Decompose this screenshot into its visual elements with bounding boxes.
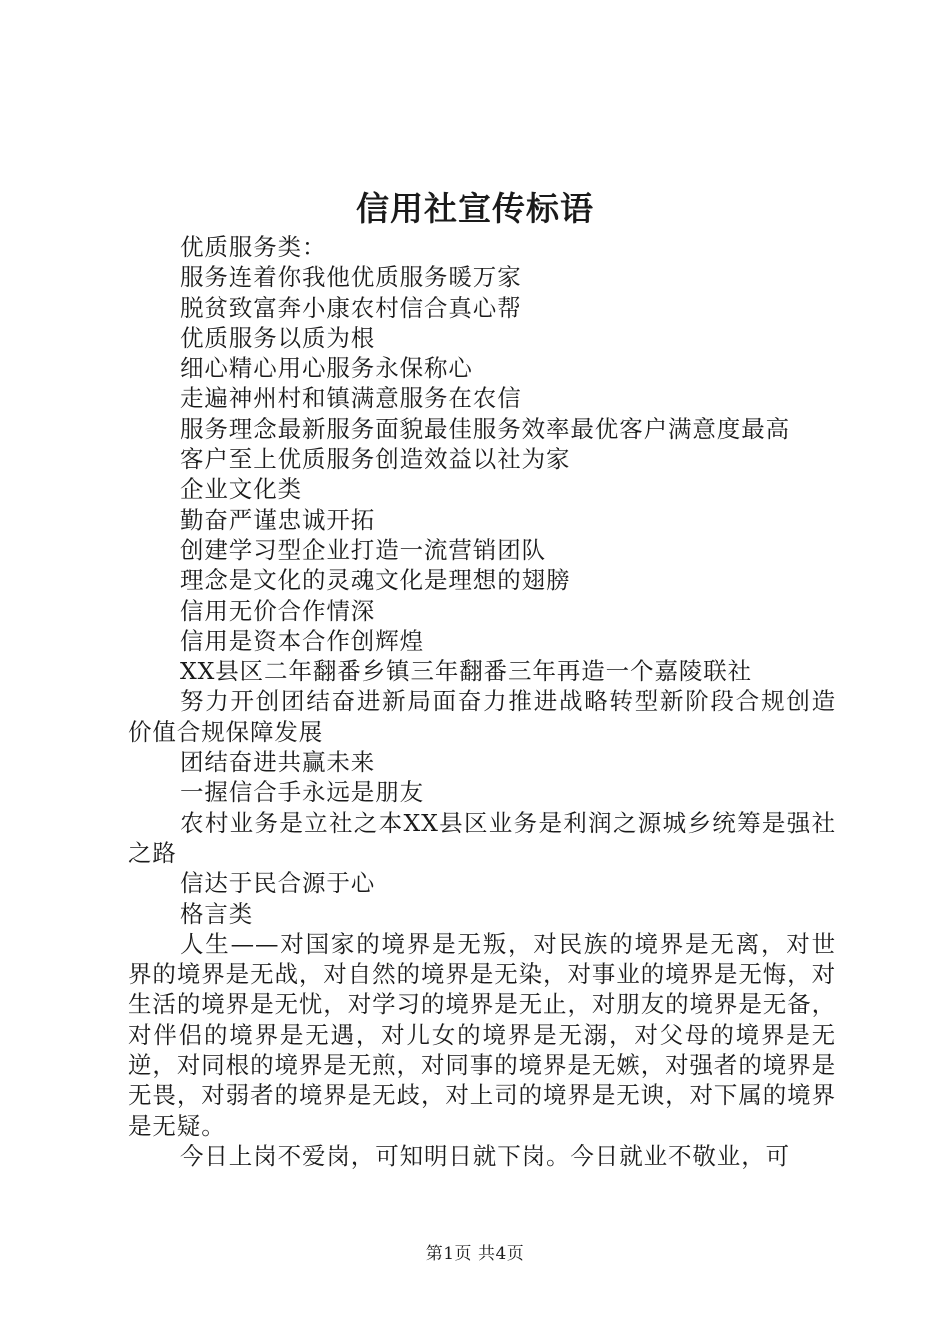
- paragraph: 客户至上优质服务创造效益以社为家: [180, 445, 571, 474]
- paragraph: 信用无价合作情深: [180, 596, 376, 625]
- paragraph: 理念是文化的灵魂文化是理想的翅膀: [180, 566, 571, 595]
- paragraph: 格言类: [180, 899, 254, 928]
- paragraph: 走遍神州村和镇满意服务在农信: [180, 384, 522, 413]
- paragraph: 服务理念最新服务面貌最佳服务效率最优客户满意度最高: [180, 414, 790, 443]
- paragraph: 优质服务以质为根: [180, 323, 376, 352]
- page-number-footer: 第1页 共4页: [425, 1244, 525, 1264]
- document-title: 信用社宣传标语: [356, 189, 594, 228]
- paragraph: 今日上岗不爱岗，可知明日就下岗。今日就业不敬业，可: [180, 1141, 790, 1170]
- paragraph: 服务连着你我他优质服务暖万家: [180, 263, 522, 292]
- paragraph: 农村业务是立社之本XX县区业务是利润之源城乡统筹是强社之路: [128, 808, 836, 867]
- paragraph: 企业文化类: [180, 475, 302, 504]
- paragraph: XX县区二年翻番乡镇三年翻番三年再造一个嘉陵联社: [180, 657, 753, 686]
- paragraph: 创建学习型企业打造一流营销团队: [180, 535, 546, 564]
- paragraph: 勤奋严谨忠诚开拓: [180, 505, 376, 534]
- paragraph: 信用是资本合作创辉煌: [180, 626, 424, 655]
- paragraph: 细心精心用心服务永保称心: [180, 354, 473, 383]
- paragraph: 优质服务类：: [180, 233, 327, 261]
- document-body: [128, 232, 836, 1171]
- paragraph: 努力开创团结奋进新局面奋力推进战略转型新阶段合规创造价值合规保障发展: [128, 687, 836, 746]
- paragraph: 信达于民合源于心: [180, 869, 376, 898]
- paragraph: 脱贫致富奔小康农村信合真心帮: [180, 293, 522, 322]
- paragraph: 一握信合手永远是朋友: [180, 778, 424, 807]
- paragraph: 人生——对国家的境界是无叛，对民族的境界是无离，对世界的境界是无战，对自然的境界是无染，对事业的境界是无悔，对生活的境界是无忧，对学习的境界是无止，对朋友的境界是无备，对伴侣的境界是无遇，对儿女的境界是无溺，对父母的境界是无逆，对同根的境界是无煎，对同事的境界是无嫉，对强者的境界是无畏，对弱者的境界是无歧，对上司的境界是无谀，对下属的境界是无疑。: [128, 929, 836, 1140]
- paragraph: 团结奋进共赢未来: [180, 748, 376, 777]
